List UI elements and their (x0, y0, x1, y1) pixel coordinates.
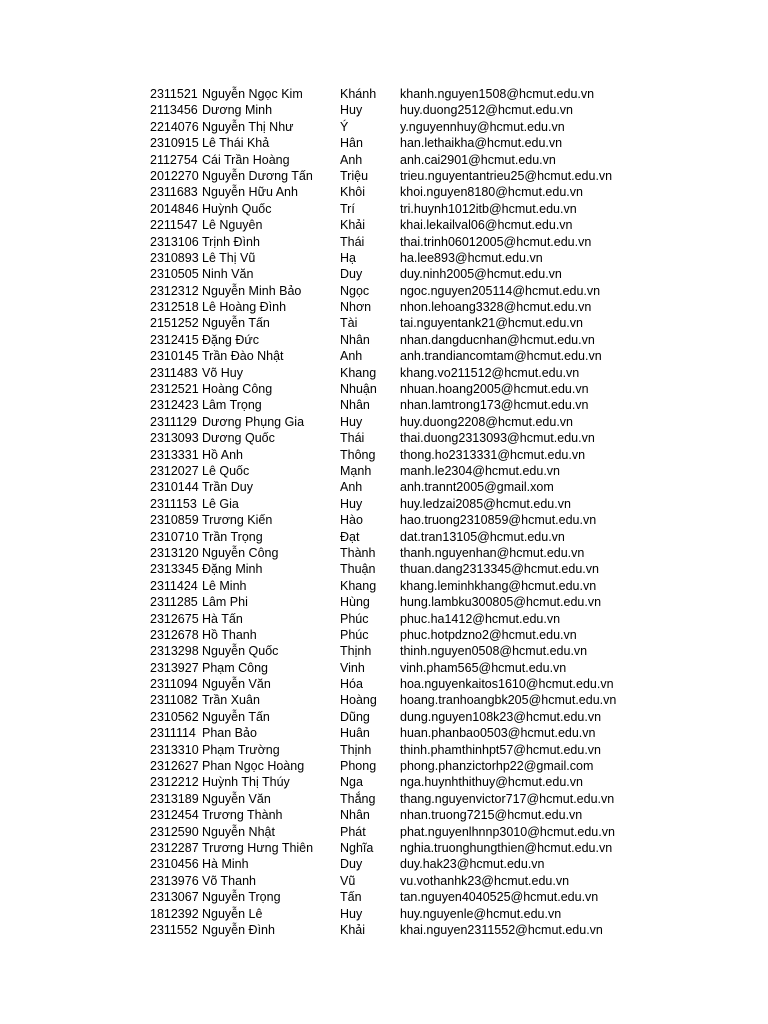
student-name: Võ Huy (202, 365, 243, 380)
roster-row (150, 512, 630, 528)
student-id: 2311094 (150, 677, 198, 692)
student-id: 2312521 (150, 382, 199, 397)
student-email: phuc.ha1412@hcmut.edu.vn (400, 611, 561, 626)
student-given-name: Huy (340, 906, 363, 921)
student-name: Dương Minh (202, 103, 273, 118)
student-email: khang.vo211512@hcmut.edu.vn (400, 365, 580, 380)
student-email: anh.trandiancomtam@hcmut.edu.vn (400, 349, 602, 364)
student-id: 2313331 (150, 447, 199, 462)
student-name: Dương Quốc (202, 431, 275, 446)
student-id: 2312423 (150, 398, 199, 413)
roster-row (150, 561, 630, 577)
student-name: Đặng Đức (202, 332, 260, 347)
roster-row (150, 742, 630, 758)
student-email: ha.lee893@hcmut.edu.vn (400, 250, 543, 265)
roster-row (150, 152, 630, 168)
student-given-name: Thịnh (340, 644, 372, 659)
student-name: Phan Ngọc Hoàng (202, 759, 305, 774)
student-name: Nguyễn Nhật (202, 824, 275, 839)
student-given-name: Nhân (340, 332, 370, 347)
student-name: Lâm Trọng (202, 398, 262, 413)
student-name: Lê Thái Khả (202, 136, 270, 151)
student-given-name: Anh (340, 480, 363, 495)
student-name: Đặng Minh (202, 562, 263, 577)
student-name: Lê Thị Vũ (202, 250, 256, 265)
roster-row (150, 381, 630, 397)
student-given-name: Hóa (340, 677, 363, 692)
student-id: 2310562 (150, 709, 199, 724)
student-email: nga.huynhthithuy@hcmut.edu.vn (400, 775, 583, 790)
student-id: 2313976 (150, 873, 199, 888)
roster-row (150, 430, 630, 446)
student-id: 2312287 (150, 840, 199, 855)
student-name: Nguyễn Minh Bảo (202, 283, 302, 298)
student-name: Trương Hưng Thiên (202, 840, 314, 855)
roster-row (150, 348, 630, 364)
student-name: Nguyễn Dương Tấn (202, 168, 313, 183)
student-name: Huỳnh Quốc (202, 201, 272, 216)
roster-row (150, 791, 630, 807)
student-email: phong.phanzictorhp22@gmail.com (400, 759, 594, 774)
student-given-name: Thắng (340, 791, 376, 806)
roster-row (150, 660, 630, 676)
roster-row (150, 102, 630, 118)
roster-row (150, 315, 630, 331)
roster-row (150, 266, 630, 282)
roster-row (150, 365, 630, 381)
student-given-name: Nhân (340, 398, 370, 413)
student-id: 2214076 (150, 119, 199, 134)
student-id: 2313106 (150, 234, 199, 249)
student-email: nhuan.hoang2005@hcmut.edu.vn (400, 382, 589, 397)
student-name: Lê Gia (202, 496, 239, 511)
student-email: phuc.hotpdzno2@hcmut.edu.vn (400, 627, 577, 642)
roster-row (150, 840, 630, 856)
roster-row (150, 479, 630, 495)
student-given-name: Nhuận (340, 382, 377, 397)
student-id: 2313927 (150, 660, 199, 675)
roster-row (150, 332, 630, 348)
student-email: dat.tran13105@hcmut.edu.vn (400, 529, 565, 544)
student-email: huy.duong2208@hcmut.edu.vn (400, 414, 573, 429)
student-email: nhan.truong7215@hcmut.edu.vn (400, 808, 583, 823)
student-given-name: Anh (340, 349, 363, 364)
student-id: 2012270 (150, 168, 199, 183)
student-given-name: Nhơn (340, 300, 372, 315)
student-email: vinh.pham565@hcmut.edu.vn (400, 660, 567, 675)
student-name: Trần Đào Nhật (202, 349, 284, 364)
student-given-name: Khải (340, 922, 366, 937)
student-name: Nguyễn Đình (202, 922, 275, 937)
roster-row (150, 676, 630, 692)
student-name: Trịnh Đình (202, 234, 260, 249)
student-id: 2312212 (150, 775, 199, 790)
roster-row (150, 692, 630, 708)
student-name: Phạm Trường (202, 742, 280, 757)
roster-row (150, 250, 630, 266)
student-email: nhan.lamtrong173@hcmut.edu.vn (400, 398, 589, 413)
student-email: duy.ninh2005@hcmut.edu.vn (400, 267, 562, 282)
student-id: 2311114 (150, 726, 196, 741)
student-name: Nguyễn Lê (202, 906, 263, 921)
student-name: Hồ Thanh (202, 627, 257, 642)
student-email: khang.leminhkhang@hcmut.edu.vn (400, 578, 597, 593)
student-email: ngoc.nguyen205114@hcmut.edu.vn (400, 283, 601, 298)
roster-row (150, 86, 630, 102)
roster-row (150, 922, 630, 938)
roster-row (150, 906, 630, 922)
roster-row (150, 578, 630, 594)
student-name: Nguyễn Tấn (202, 316, 270, 331)
roster-row (150, 168, 630, 184)
student-id: 1812392 (150, 906, 199, 921)
roster-row (150, 397, 630, 413)
student-name: Lê Hoàng Đình (202, 300, 287, 315)
student-given-name: Huân (340, 726, 370, 741)
student-email: tan.nguyen4040525@hcmut.edu.vn (400, 890, 599, 905)
student-email: hao.truong2310859@hcmut.edu.vn (400, 513, 597, 528)
student-email: hung.lambku300805@hcmut.edu.vn (400, 595, 602, 610)
student-name: Nguyễn Công (202, 545, 279, 560)
student-id: 2310859 (150, 513, 199, 528)
roster-row (150, 217, 630, 233)
student-name: Võ Thanh (202, 873, 256, 888)
student-given-name: Khang (340, 365, 377, 380)
student-email: anh.cai2901@hcmut.edu.vn (400, 152, 556, 167)
student-email: thinh.phamthinhpt57@hcmut.edu.vn (400, 742, 602, 757)
student-email: anh.trannt2005@gmail.xom (400, 480, 554, 495)
student-given-name: Thái (340, 431, 365, 446)
student-name: Nguyễn Văn (202, 791, 271, 806)
student-name: Lê Quốc (202, 463, 250, 478)
roster-row (150, 627, 630, 643)
roster-row (150, 414, 630, 430)
student-email: thuan.dang2313345@hcmut.edu.vn (400, 562, 599, 577)
roster-row (150, 496, 630, 512)
student-id: 2313093 (150, 431, 199, 446)
roster-row (150, 611, 630, 627)
student-id: 2310915 (150, 136, 199, 151)
student-given-name: Ý (340, 119, 349, 134)
roster-row (150, 594, 630, 610)
roster-row (150, 529, 630, 545)
student-name: Trần Duy (202, 480, 253, 495)
student-id: 2312627 (150, 759, 199, 774)
roster-row (150, 135, 630, 151)
student-name: Nguyễn Hữu Anh (202, 185, 298, 200)
student-id: 2313067 (150, 890, 199, 905)
roster-row (150, 873, 630, 889)
student-id: 2311521 (150, 87, 198, 101)
student-given-name: Vũ (340, 873, 356, 888)
student-email: dung.nguyen108k23@hcmut.edu.vn (400, 709, 602, 724)
student-given-name: Khang (340, 578, 377, 593)
student-given-name: Huy (340, 496, 363, 511)
student-email: khai.lekailval06@hcmut.edu.vn (400, 218, 573, 233)
student-id: 2312312 (150, 283, 199, 298)
student-name: Trần Trọng (202, 529, 263, 544)
student-given-name: Phát (340, 824, 366, 839)
student-id: 2313310 (150, 742, 199, 757)
student-email: nhon.lehoang3328@hcmut.edu.vn (400, 300, 592, 315)
student-email: phat.nguyenlhnnp3010@hcmut.edu.vn (400, 824, 615, 839)
student-name: Trần Xuân (202, 693, 260, 708)
student-email: thai.duong2313093@hcmut.edu.vn (400, 431, 595, 446)
student-name: Lê Minh (202, 578, 247, 593)
student-id: 2014846 (150, 201, 199, 216)
student-email: manh.le2304@hcmut.edu.vn (400, 463, 561, 478)
student-name: Nguyễn Văn (202, 677, 271, 692)
student-name: Dương Phụng Gia (202, 414, 305, 429)
student-id: 2310144 (150, 480, 199, 495)
student-id: 2312675 (150, 611, 199, 626)
student-id: 2211547 (150, 218, 198, 233)
student-email: trieu.nguyentantrieu25@hcmut.edu.vn (400, 168, 613, 183)
student-email: hoang.tranhoangbk205@hcmut.edu.vn (400, 693, 617, 708)
student-given-name: Hạ (340, 250, 356, 265)
student-email: huy.nguyenle@hcmut.edu.vn (400, 906, 562, 921)
roster-row (150, 807, 630, 823)
student-id: 2312027 (150, 463, 199, 478)
student-given-name: Nhân (340, 808, 370, 823)
student-given-name: Khôi (340, 185, 366, 200)
student-given-name: Hùng (340, 595, 370, 610)
roster-row (150, 447, 630, 463)
student-given-name: Thành (340, 545, 376, 560)
student-name: Nguyễn Trọng (202, 890, 281, 905)
student-id: 2151252 (150, 316, 199, 331)
student-id: 2311483 (150, 365, 198, 380)
student-name: Lâm Phi (202, 595, 248, 610)
student-given-name: Tài (340, 316, 358, 331)
student-name: Ninh Văn (202, 267, 254, 282)
student-name: Huỳnh Thị Thúy (202, 775, 290, 790)
student-id: 2112754 (150, 152, 198, 167)
student-given-name: Dũng (340, 709, 370, 724)
roster-row (150, 643, 630, 659)
student-id: 2313120 (150, 545, 199, 560)
student-email: tri.huynh1012itb@hcmut.edu.vn (400, 201, 577, 216)
student-email: thinh.nguyen0508@hcmut.edu.vn (400, 644, 588, 659)
student-name: Phan Bảo (202, 726, 257, 741)
student-given-name: Khải (340, 218, 366, 233)
student-id: 2311082 (150, 693, 198, 708)
student-name: Phạm Công (202, 660, 269, 675)
student-name: Hà Minh (202, 857, 249, 872)
roster-row (150, 201, 630, 217)
student-id: 2311285 (150, 595, 198, 610)
student-email: tai.nguyentank21@hcmut.edu.vn (400, 316, 583, 331)
student-given-name: Thuận (340, 562, 376, 577)
student-name: Cái Trần Hoàng (202, 152, 290, 167)
student-email: hoa.nguyenkaitos1610@hcmut.edu.vn (400, 677, 614, 692)
student-given-name: Duy (340, 857, 363, 872)
student-name: Trương Thành (202, 808, 283, 823)
student-given-name: Mạnh (340, 463, 372, 478)
roster-row (150, 725, 630, 741)
roster-row (150, 283, 630, 299)
student-given-name: Phúc (340, 611, 369, 626)
student-id: 2312415 (150, 332, 199, 347)
student-given-name: Phong (340, 759, 377, 774)
student-email: han.lethaikha@hcmut.edu.vn (400, 136, 563, 151)
student-id: 2310710 (150, 529, 199, 544)
student-given-name: Phúc (340, 627, 369, 642)
roster-row (150, 119, 630, 135)
student-id: 2312590 (150, 824, 199, 839)
roster-row (150, 856, 630, 872)
student-given-name: Duy (340, 267, 363, 282)
student-given-name: Huy (340, 414, 363, 429)
student-email: vu.vothanhk23@hcmut.edu.vn (400, 873, 570, 888)
student-given-name: Tấn (340, 890, 362, 905)
student-id: 2310145 (150, 349, 199, 364)
student-given-name: Anh (340, 152, 363, 167)
student-id: 2312678 (150, 627, 199, 642)
student-id: 2311424 (150, 578, 198, 593)
student-email: duy.hak23@hcmut.edu.vn (400, 857, 545, 872)
roster-row (150, 774, 630, 790)
roster-row (150, 234, 630, 250)
student-given-name: Hoàng (340, 693, 377, 708)
roster-row (150, 758, 630, 774)
student-email: thanh.nguyenhan@hcmut.edu.vn (400, 545, 585, 560)
student-name: Nguyễn Quốc (202, 644, 279, 659)
student-name: Lê Nguyên (202, 218, 263, 233)
student-given-name: Thông (340, 447, 376, 462)
student-given-name: Ngọc (340, 283, 370, 298)
student-given-name: Trí (340, 201, 355, 216)
student-given-name: Đạt (340, 529, 360, 544)
student-id: 2310893 (150, 250, 199, 265)
student-email: huy.duong2512@hcmut.edu.vn (400, 103, 573, 118)
student-email: thong.ho2313331@hcmut.edu.vn (400, 447, 586, 462)
student-given-name: Nga (340, 775, 363, 790)
student-given-name: Khánh (340, 87, 377, 101)
student-given-name: Triệu (340, 168, 369, 183)
student-id: 2113456 (150, 103, 198, 118)
roster-row (150, 299, 630, 315)
student-given-name: Huy (340, 103, 363, 118)
roster-row (150, 545, 630, 561)
roster-row (150, 824, 630, 840)
student-name: Hồ Anh (202, 447, 244, 462)
student-id: 2313345 (150, 562, 199, 577)
student-email: khanh.nguyen1508@hcmut.edu.vn (400, 87, 595, 101)
student-email: huy.ledzai2085@hcmut.edu.vn (400, 496, 571, 511)
student-id: 2313189 (150, 791, 199, 806)
student-email: nghia.truonghungthien@hcmut.edu.vn (400, 840, 613, 855)
student-email: y.nguyennhuy@hcmut.edu.vn (400, 119, 565, 134)
student-email: khoi.nguyen8180@hcmut.edu.vn (400, 185, 583, 200)
student-id: 2312518 (150, 300, 199, 315)
student-id: 2310456 (150, 857, 199, 872)
student-given-name: Thịnh (340, 742, 372, 757)
student-email: huan.phanbao0503@hcmut.edu.vn (400, 726, 596, 741)
student-email: thai.trinh06012005@hcmut.edu.vn (400, 234, 592, 249)
student-name: Hà Tấn (202, 611, 243, 626)
student-name: Trương Kiến (202, 513, 273, 528)
student-id: 2311153 (150, 496, 197, 511)
student-given-name: Hân (340, 136, 363, 151)
student-id: 2311683 (150, 185, 198, 200)
roster-row (150, 463, 630, 479)
student-given-name: Hào (340, 513, 363, 528)
student-id: 2310505 (150, 267, 199, 282)
student-name: Nguyễn Ngọc Kim (202, 87, 303, 101)
student-name: Hoàng Công (202, 382, 273, 397)
student-id: 2313298 (150, 644, 199, 659)
student-given-name: Thái (340, 234, 365, 249)
student-name: Nguyễn Thị Như (202, 119, 294, 134)
roster-row (150, 709, 630, 725)
student-given-name: Nghĩa (340, 840, 374, 855)
student-id: 2312454 (150, 808, 199, 823)
student-email: thang.nguyenvictor717@hcmut.edu.vn (400, 791, 615, 806)
roster-row (150, 184, 630, 200)
student-id: 2311552 (150, 922, 198, 937)
student-id: 2311129 (150, 414, 197, 429)
student-name: Nguyễn Tấn (202, 709, 270, 724)
student-email: nhan.dangducnhan@hcmut.edu.vn (400, 332, 595, 347)
student-email: khai.nguyen2311552@hcmut.edu.vn (400, 922, 603, 937)
student-roster (150, 86, 630, 938)
roster-row (150, 889, 630, 905)
student-given-name: Vinh (340, 660, 365, 675)
